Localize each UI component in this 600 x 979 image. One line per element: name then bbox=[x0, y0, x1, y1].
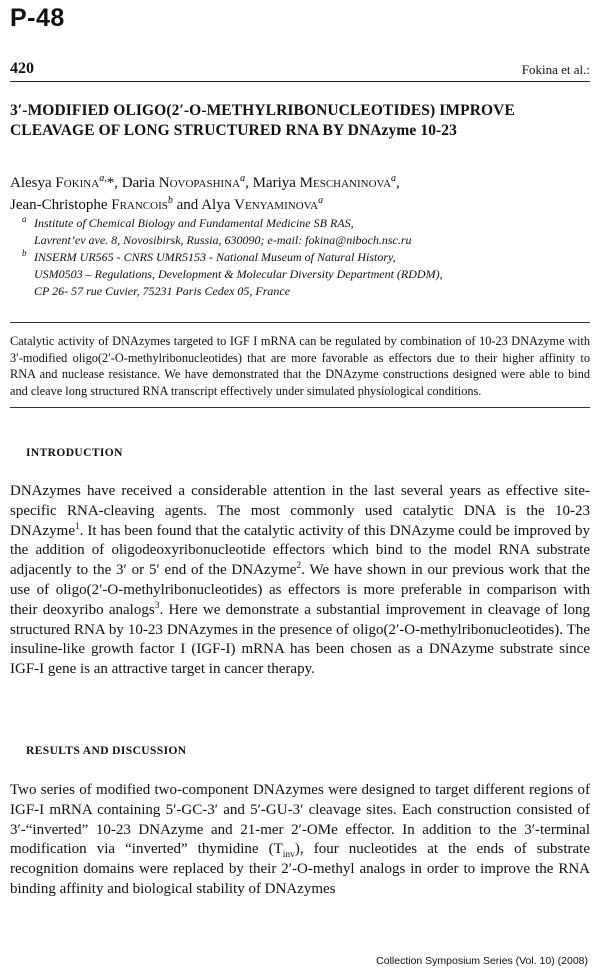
results-paragraph bbox=[10, 781, 590, 900]
page-header bbox=[10, 58, 590, 82]
author-last-name: Francois bbox=[111, 197, 168, 213]
author-affil-mark: a, bbox=[99, 173, 107, 184]
paper-title bbox=[10, 101, 590, 141]
affiliation-b: b INSERM UR565 - CNRS UMR5153 - National Museum of Natural History, USM0503 – Regulations, Development & Molecular Diversity Department (RDDM), CP 26- 57 rue Cuvier, 75231 Paris Cedex 05, France bbox=[22, 249, 590, 300]
subscript: inv bbox=[282, 850, 295, 861]
title-line-1: 3′-MODIFIED OLIGO(2′-O-METHYLRIBONUCLEOTIDES) IMPROVE bbox=[10, 102, 515, 119]
author-last-name: Fokina bbox=[55, 175, 100, 191]
citation-ref: 3 bbox=[154, 600, 160, 611]
corresponding-author-mark: * bbox=[106, 175, 115, 191]
text-segment: . Here we demonstrate a substantial improvement in cleavage of long structured RNA by 10-23 DNAzymes in the presence of oligo(2′-O-methylribonucleotides). The insuline-like growth factor I (IGF-I) mRNA has been chosen as a DNAzyme substrate since IGF-I gene is an attractive target in cancer therapy. bbox=[10, 601, 590, 678]
author-last-name: Novopashina bbox=[158, 175, 241, 191]
author-first-name: Alya bbox=[201, 197, 235, 213]
title-line-2: CLEAVAGE OF LONG STRUCTURED RNA BY DNAzyme 10-23 bbox=[10, 122, 458, 139]
affiliation-line: Lavrent’ev ave. 8, Novosibirsk, Russia, 630090; e-mail: fokina@niboch.nsc.ru bbox=[34, 233, 412, 247]
page-number: 420 bbox=[10, 60, 34, 77]
author-first-name: Alesya bbox=[10, 175, 56, 191]
poster-id: P-48 bbox=[10, 4, 65, 32]
author-affil-mark: a bbox=[391, 173, 397, 184]
affiliation-line: INSERM UR565 - CNRS UMR5153 - National Museum of Natural History, bbox=[34, 250, 396, 264]
running-head: Fokina et al.: bbox=[521, 62, 590, 77]
author-last-name: Venyaminova bbox=[234, 197, 319, 213]
text-segment: Two series of modified two-component DNAzymes were designed to target different regions of IGF-I mRNA containing 5′-GC-3′ and 5′-GU-3′ cleavage sites. Each construction consisted of 3′-“inverted” 10-23 DNAzyme and 21-mer 2′-OMe effector. In addition to the 3′-terminal modification via “inverted” thymidine (T bbox=[10, 782, 590, 858]
author-last-name: Meschaninova bbox=[299, 175, 392, 191]
author-first-name: Daria bbox=[121, 175, 159, 191]
affiliation-line: Institute of Chemical Biology and Fundamental Medicine SB RAS, bbox=[34, 216, 354, 230]
introduction-paragraph bbox=[10, 482, 590, 680]
text-segment: . It has been found that the catalytic activity of this DNAzyme could be improved by the addition of oligodeoxyribonucleotide effectors which bind to the model RNA substrate adjacently to the 3′ or 5′ end of the DNAzyme bbox=[10, 522, 590, 579]
citation-ref: 1 bbox=[74, 521, 80, 532]
affiliation-a: a Institute of Chemical Biology and Fundamental Medicine SB RAS, Lavrent’ev ave. 8, Novosibirsk, Russia, 630090; e-mail: fokina@niboch.nsc.ru bbox=[22, 215, 590, 249]
author-affil-mark: b bbox=[167, 195, 173, 206]
author-first-name: Mariya bbox=[252, 175, 300, 191]
affiliation-line: USM0503 – Regulations, Development & Molecular Diversity Department (RDDM), bbox=[34, 267, 443, 281]
section-heading-introduction: INTRODUCTION bbox=[26, 447, 123, 459]
abstract: Catalytic activity of DNAzymes targeted to IGF I mRNA can be regulated by combination of 10-23 DNAzyme with 3′-modified oligo(2′-O-methylribonucleotides) that are more favorable as effectors due to their higher affinity to RNA and nuclease resistance. We have demonstrated that the DNAzyme constructions designed were able to bind and cleave long structured RNA transcript effectively under simulated physiological conditions. bbox=[10, 322, 590, 408]
author-affil-mark: a bbox=[318, 195, 324, 206]
text-segment: ), four nucleotides at the ends of substrate recognition domains were replaced by their 2′-O-methyl analogs in order to improve the RNA binding affinity and biological stability of DNAzymes bbox=[10, 841, 591, 897]
text-segment: DNAzymes have received a considerable attention in the last several years as effective site-specific RNA-cleaving agents. The most commonly used catalytic DNA is the 10-23 DNAzyme bbox=[10, 483, 590, 539]
author-line-1: Alesya Fokina$^{a,}$*, Daria Novopashina$^a$, Mariya Meschaninova$^a$, bbox=[10, 173, 400, 191]
author-list bbox=[10, 172, 590, 216]
citation-ref: 2 bbox=[296, 561, 302, 572]
text-segment: . We have shown in our previous work that the use of oligo(2′-O-methylribonucleotides) as effectors is more preferable in comparison with their deoxyribo analogs bbox=[10, 562, 590, 618]
section-heading-results: RESULTS AND DISCUSSION bbox=[26, 745, 187, 757]
author-first-name: Jean-Christophe bbox=[10, 197, 112, 213]
footer-series: Collection Symposium Series (Vol. 10) (2008) bbox=[376, 955, 588, 967]
affiliation-line: CP 26- 57 rue Cuvier, 75231 Paris Cedex 05, France bbox=[34, 284, 291, 298]
author-line-2 bbox=[10, 194, 590, 216]
author-affil-mark: a bbox=[240, 173, 246, 184]
author-conjunction: and bbox=[172, 197, 202, 213]
